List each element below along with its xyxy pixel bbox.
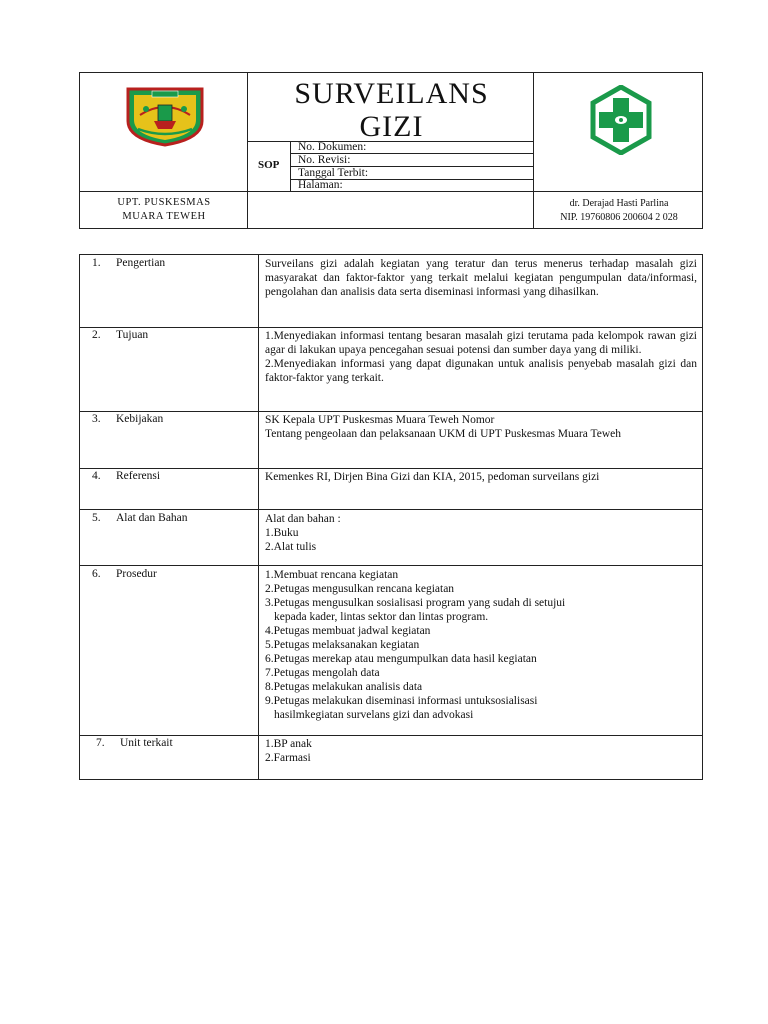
row-title: Alat dan Bahan <box>116 512 188 524</box>
referensi-text: Kemenkes RI, Dirjen Bina Gizi dan KIA, 2015, pedoman surveilans gizi <box>265 471 600 483</box>
document-title <box>250 77 533 143</box>
list-item: 7.Petugas mengolah data <box>265 667 380 679</box>
signer-block <box>535 197 703 225</box>
row-title: Prosedur <box>116 568 157 580</box>
list-item: 8.Petugas melakukan analisis data <box>265 681 423 693</box>
row-title: Unit terkait <box>120 737 173 749</box>
list-item: 2.Alat tulis <box>265 541 317 553</box>
tujuan-list <box>265 329 697 385</box>
list-item: 1.Menyediakan informasi tentang besaran masalah gizi terutama pada kelompok rawan gizi agar di lakukan upaya pencegahan sesuai potensi dan sumber daya yang di miliki. <box>265 330 697 356</box>
list-item: 4.Petugas membuat jadwal kegiatan <box>265 625 431 637</box>
title-line-2: GIZI <box>359 110 424 143</box>
row-label-referensi <box>92 470 160 482</box>
list-item: 2.Petugas mengusulkan rencana kegiatan <box>265 583 455 595</box>
list-item: 1.Membuat rencana kegiatan <box>265 569 399 581</box>
kebijakan-text <box>265 413 697 441</box>
list-item: 1.Buku <box>265 527 299 539</box>
sop-header <box>79 72 703 229</box>
sop-label: SOP <box>258 159 280 171</box>
alat-bahan-list <box>265 512 697 554</box>
row-title: Tujuan <box>116 329 149 341</box>
row-label-alat-bahan <box>92 512 188 524</box>
list-item-continuation: kepada kader, lintas sektor dan lintas program. <box>274 611 489 623</box>
list-item: 1.BP anak <box>265 738 312 750</box>
unit-terkait-list <box>265 737 697 765</box>
no-revisi-field: No. Revisi: <box>298 154 351 166</box>
row-label-pengertian <box>92 257 165 269</box>
halaman-field: Halaman: <box>298 179 343 191</box>
sop-content-table <box>79 254 703 780</box>
row-number: 5. <box>92 512 101 524</box>
list-item: 5.Petugas melaksanakan kegiatan <box>265 639 420 651</box>
row-number: 6. <box>92 568 101 580</box>
row-label-unit-terkait <box>96 737 173 749</box>
row-label-kebijakan <box>92 413 163 425</box>
list-item: 3.Petugas mengusulkan sosialisasi program yang sudah di setujui <box>265 597 566 609</box>
row-number: 3. <box>92 413 101 425</box>
organization-name <box>80 196 248 224</box>
tanggal-terbit-field: Tanggal Terbit: <box>298 167 369 179</box>
row-label-tujuan <box>92 329 148 341</box>
list-item: Tentang pengeolaan dan pelaksanaan UKM di UPT Puskesmas Muara Teweh <box>265 428 621 440</box>
list-item: SK Kepala UPT Puskesmas Muara Teweh Nomor <box>265 414 495 426</box>
puskesmas-logo <box>586 85 656 160</box>
list-item: 2.Farmasi <box>265 752 311 764</box>
row-number: 7. <box>96 737 105 749</box>
signer-name: dr. Derajad Hasti Parlina <box>569 198 669 209</box>
org-line-2: MUARA TEWEH <box>122 211 206 222</box>
regency-logo <box>124 85 206 152</box>
signer-nip: NIP. 19760806 200604 2 028 <box>560 212 678 223</box>
list-item: 2.Menyediakan informasi yang dapat digunakan untuk analisis penyebab masalah gizi dan faktor-faktor yang terkait. <box>265 358 697 384</box>
prosedur-list <box>265 568 697 722</box>
title-line-1: SURVEILANS <box>294 77 489 110</box>
row-title: Kebijakan <box>116 413 164 425</box>
org-line-1: UPT. PUSKESMAS <box>117 197 211 208</box>
list-item: 6.Petugas merekap atau mengumpulkan data hasil kegiatan <box>265 653 537 665</box>
row-number: 1. <box>92 257 101 269</box>
row-number: 2. <box>92 329 101 341</box>
pengertian-text: Surveilans gizi adalah kegiatan yang teratur dan terus menerus terhadap masalah gizi masyarakat dan faktor-faktor yang terkait melalui kegiatan pengumpulan data/informasi, pengolahan dan analisis data serta diseminasi informasi yang dihasilkan. <box>265 258 697 298</box>
row-label-prosedur <box>92 568 157 580</box>
row-title: Referensi <box>116 470 161 482</box>
no-dokumen-field: No. Dokumen: <box>298 141 367 153</box>
row-title: Pengertian <box>116 257 166 269</box>
row-number: 4. <box>92 470 101 482</box>
list-item-continuation: hasilmkegiatan survelans gizi dan advokasi <box>274 709 474 721</box>
list-item: 9.Petugas melakukan diseminasi informasi untuksosialisasi <box>265 695 538 707</box>
list-item: Alat dan bahan : <box>265 513 341 525</box>
